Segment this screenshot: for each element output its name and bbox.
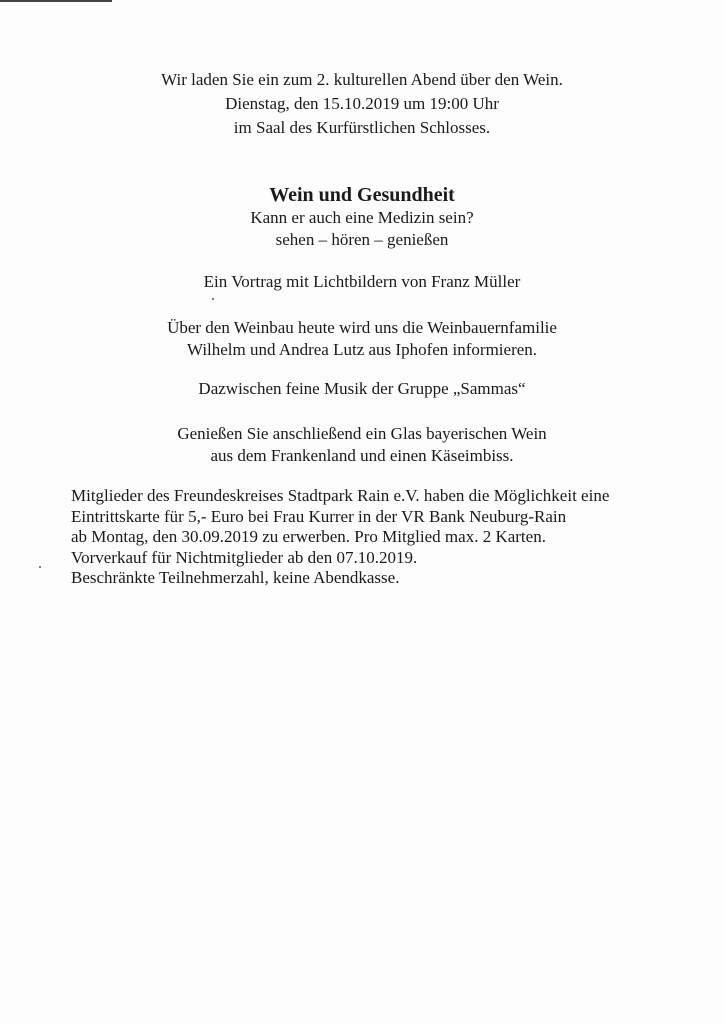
refreshments-line-1: Genießen Sie anschließend ein Glas bayerischen Wein	[177, 424, 547, 443]
talk-tagline: sehen – hören – genießen	[275, 230, 449, 249]
winegrowers-line-1: Über den Weinbau heute wird uns die Weinbauernfamilie	[167, 318, 557, 337]
winegrowers-line-2: Wilhelm und Andrea Lutz aus Iphofen informieren.	[186, 340, 538, 359]
scan-edge-line	[0, 0, 112, 2]
ticket-info-line: Beschränkte Teilnehmerzahl, keine Abendkasse.	[71, 568, 400, 587]
refreshments-line-2: aus dem Frankenland und einen Käseimbiss.	[210, 446, 514, 465]
talk-speaker: Ein Vortrag mit Lichtbildern von Franz Müller	[203, 272, 521, 291]
ticket-info-line: Eintrittskarte für 5,- Euro bei Frau Kurrer in der VR Bank Neuburg-Rain	[71, 506, 567, 526]
scan-speck	[212, 298, 214, 300]
talk-title: Wein und Gesundheit	[269, 184, 455, 206]
invitation-venue-line: im Saal des Kurfürstlichen Schlosses.	[233, 118, 491, 137]
scan-speck	[39, 566, 41, 568]
invitation-line-1: Wir laden Sie ein zum 2. kulturellen Abend über den Wein.	[161, 70, 563, 89]
ticket-info-line: Mitglieder des Freundeskreises Stadtpark Rain e.V. haben die Möglichkeit eine	[71, 486, 610, 505]
ticket-info	[71, 486, 609, 589]
ticket-info-line: Vorverkauf für Nichtmitglieder ab den 07.10.2019.	[71, 547, 418, 567]
ticket-info-line: ab Montag, den 30.09.2019 zu erwerben. Pro Mitglied max. 2 Karten.	[71, 527, 546, 546]
invitation-date-line: Dienstag, den 15.10.2019 um 19:00 Uhr	[225, 94, 499, 113]
music-line: Dazwischen feine Musik der Gruppe „Sammas“	[198, 379, 526, 398]
talk-subtitle: Kann er auch eine Medizin sein?	[250, 208, 474, 227]
